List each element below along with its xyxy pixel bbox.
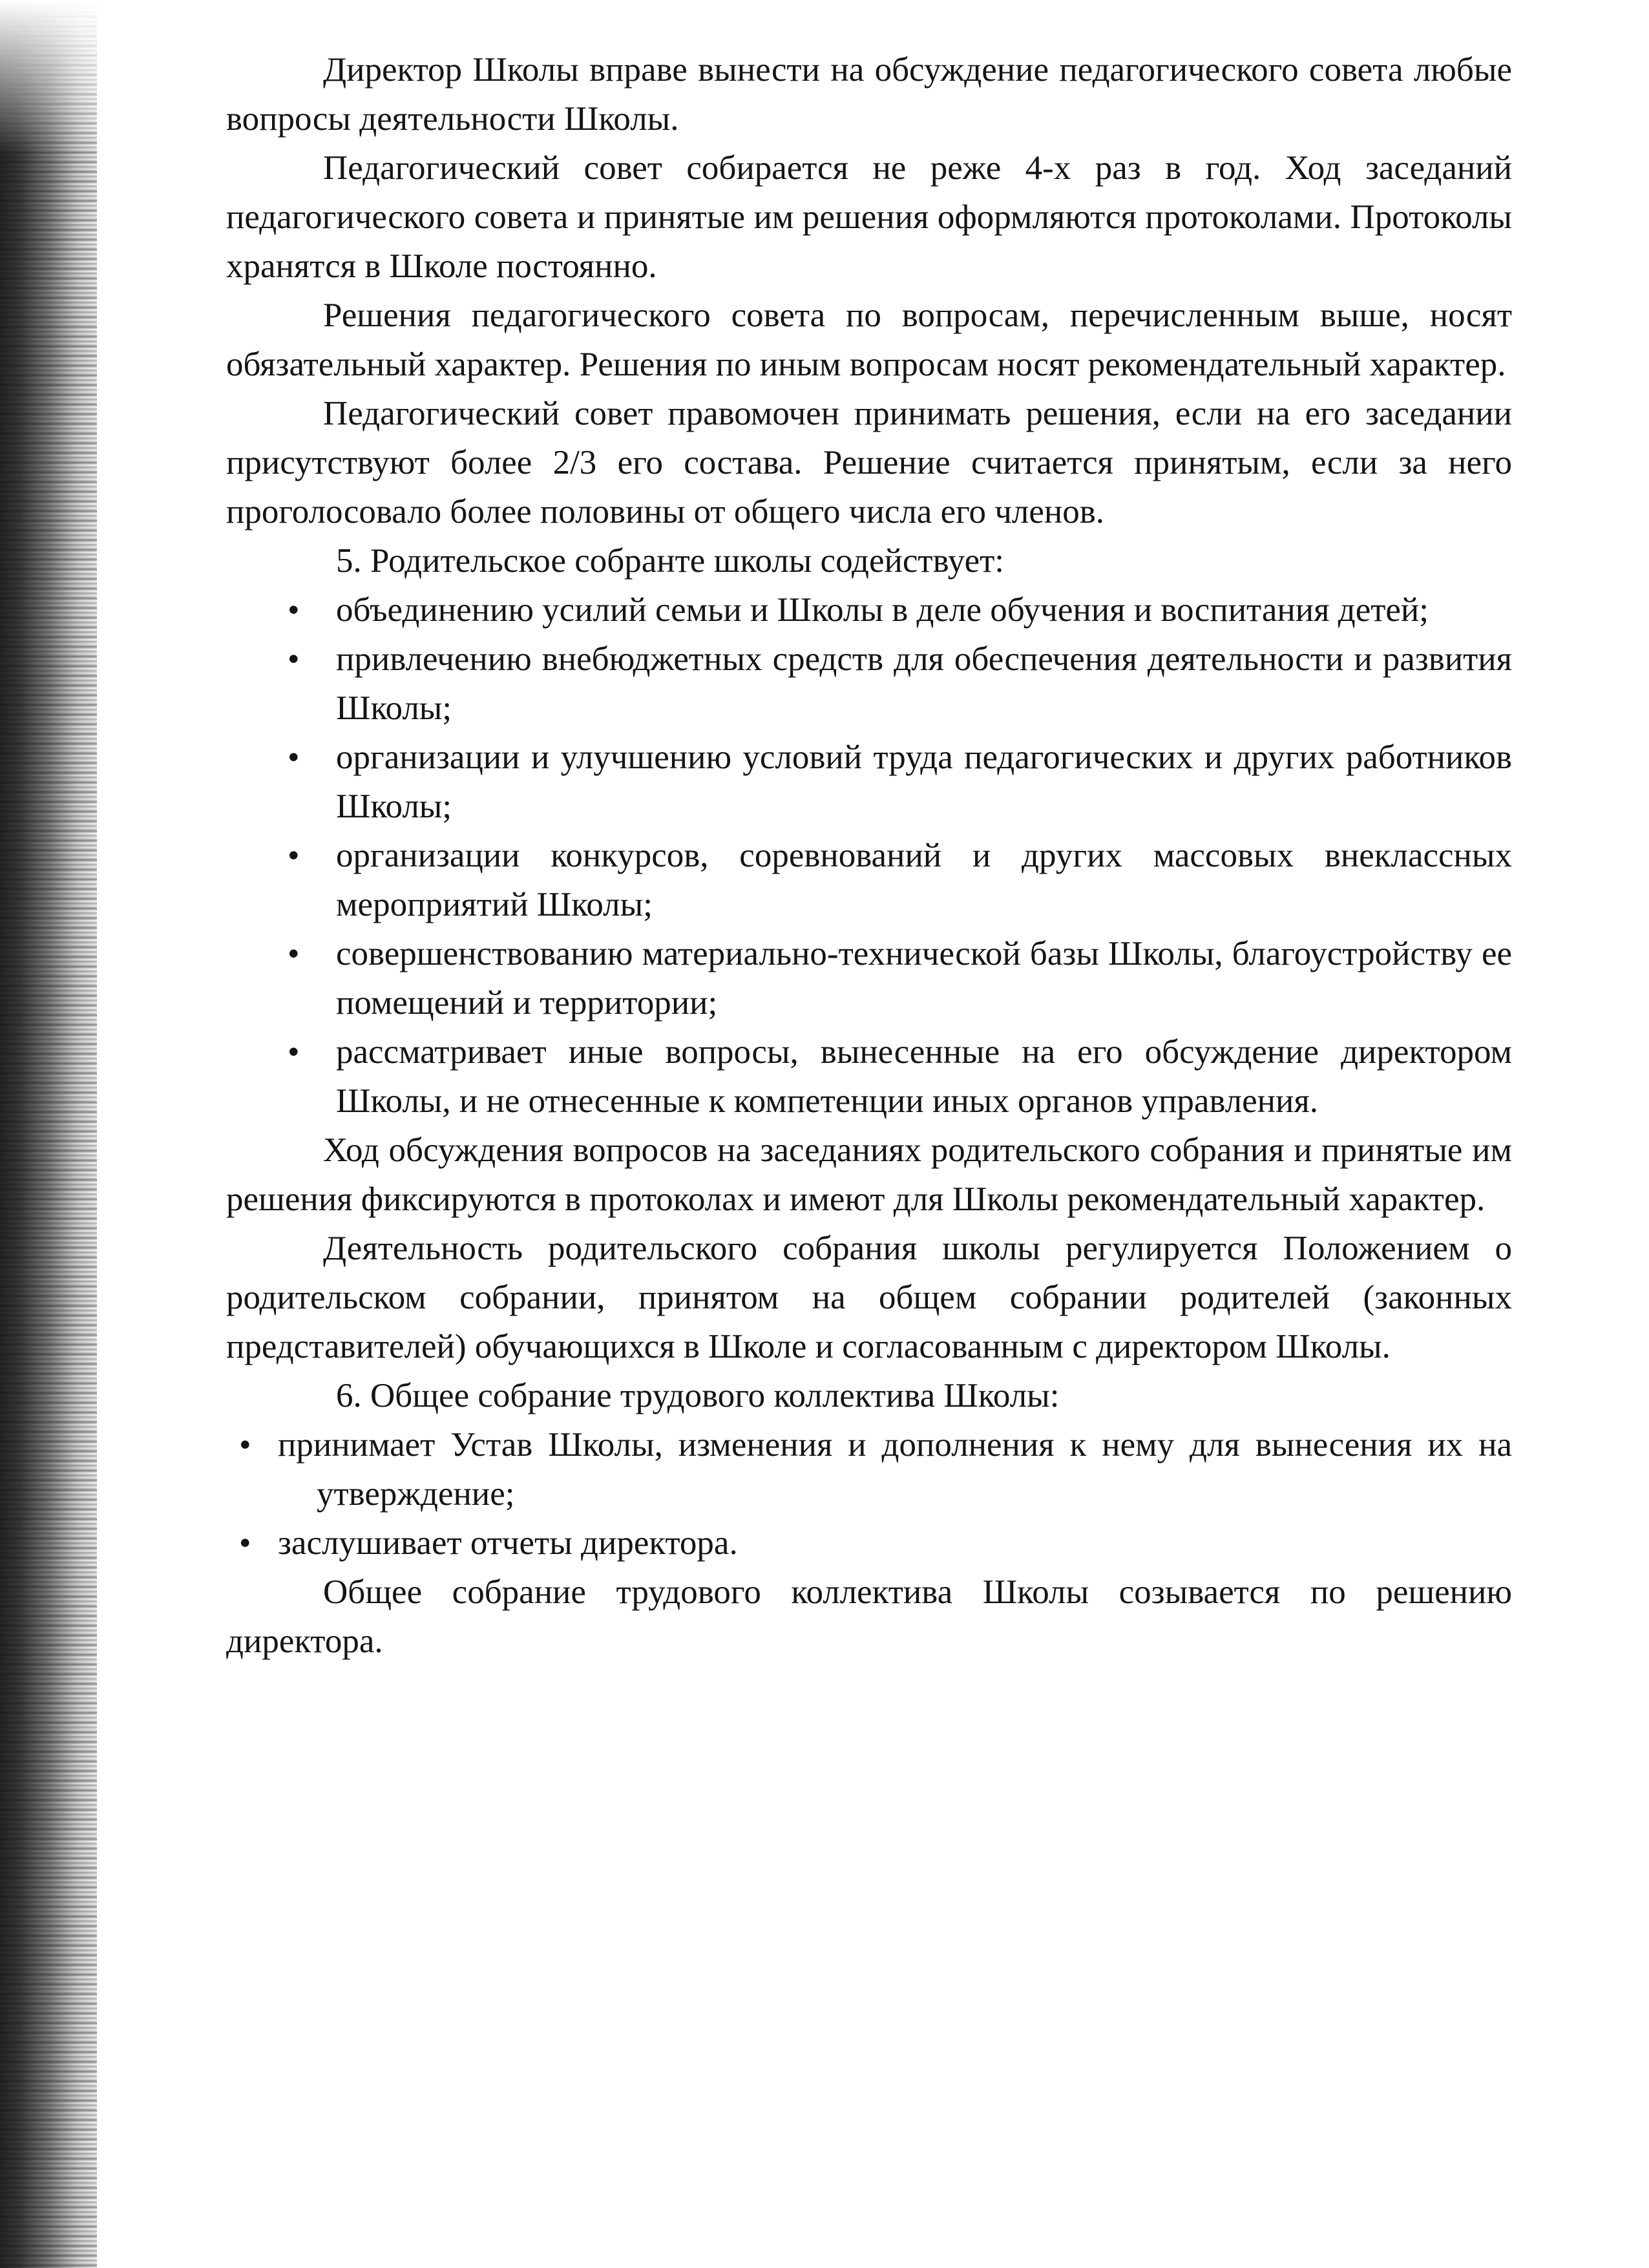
list-item [226,635,1512,733]
bullet-icon: • [288,591,300,629]
list-item-text: рассматривает иные вопросы, вынесенные на его обсуждение директором Школы, и не отнесенные к компетенции иных органов управления. [336,1033,1512,1120]
list-item [226,1518,1512,1568]
bullet-icon: • [239,1524,251,1562]
list-item [226,929,1512,1027]
bullet-icon: • [288,1033,300,1071]
bullet-icon: • [288,640,300,678]
section-5-list [226,585,1512,1126]
list-item-text: совершенствованию материально-технической базы Школы, благоустройству ее помещений и территории; [336,935,1512,1022]
bullet-icon: • [239,1426,251,1464]
document-page [226,45,1512,1666]
bullet-icon: • [288,935,300,972]
section-5-heading: 5. Родительское собранте школы содействует: [336,542,1005,580]
list-item-text: организации конкурсов, соревнований и других массовых внеклассных мероприятий Школы; [336,837,1512,923]
scanner-shadow-fade [0,0,97,155]
bullet-icon: • [288,739,300,776]
list-item-text: организации и улучшению условий труда педагогических и других работников Школы; [336,739,1512,825]
list-item-text: объединению усилий семьи и Школы в деле обучения и воспитания детей; [336,591,1429,629]
paragraph-parent-meeting-minutes: Ход обсуждения вопросов на заседаниях родительского собрания и принятые им решения фиксируются в протоколах и имеют для Школы рекомендательный характер. [226,1131,1512,1218]
section-6-heading: 6. Общее собрание трудового коллектива Школы: [336,1377,1060,1414]
section-6-list [226,1420,1512,1568]
list-item [226,585,1512,635]
list-item-text: принимает Устав Школы, изменения и дополнения к нему для вынесения их на утверждение; [278,1426,1512,1513]
list-item [226,831,1512,929]
list-item [226,1027,1512,1126]
paragraph-parent-meeting-regulation: Деятельность родительского собрания школы регулируется Положением о родительском собрании, принятом на общем собрании родителей (законных представителей) обучающихся в Школе и согласованным с директором Школы. [226,1230,1512,1365]
paragraph-council-decisions: Решения педагогического совета по вопросам, перечисленным выше, носят обязательный характер. Решения по иным вопросам носят рекомендательный характер. [226,297,1512,383]
paragraph-director-rights: Директор Школы вправе вынести на обсуждение педагогического совета любые вопросы деятельности Школы. [226,51,1512,138]
scanner-shadow [0,0,97,2268]
list-item-text: привлечению внебюджетных средств для обеспечения деятельности и развития Школы; [336,640,1512,727]
list-item-text: заслушивает отчеты директора. [278,1524,738,1562]
list-item [226,1420,1512,1518]
bullet-icon: • [288,837,300,874]
paragraph-general-meeting-convening: Общее собрание трудового коллектива Школы созывается по решению директора. [226,1573,1512,1660]
paragraph-council-quorum: Педагогический совет правомочен принимать решения, если на его заседании присутствуют более 2/3 его состава. Решение считается принятым, если за него проголосовало более половины от общего числа его членов. [226,395,1512,530]
list-item [226,733,1512,831]
paragraph-council-meetings: Педагогический совет собирается не реже 4-х раз в год. Ход заседаний педагогического совета и принятые им решения оформляются протоколами. Протоколы хранятся в Школе постоянно. [226,149,1512,285]
